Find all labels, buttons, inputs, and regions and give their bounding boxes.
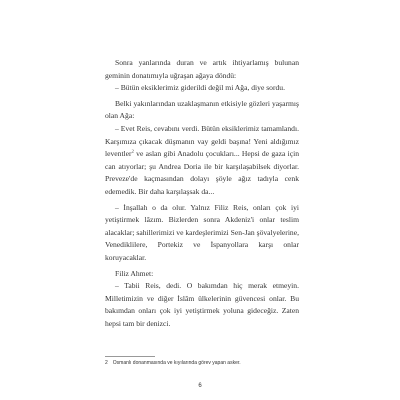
paragraph-5: – İnşallah o da olur. Yalnız Filiz Reis, onları çok iyi yetiştirmek lâzım. Bizlerden sonra Akdeniz'i onlar teslim alacaklar; sahillerimizi ve kardeşlerimizi Sen-Jan şövalyelerine, Venediklilere, Portekiz ve İspanyollara karşı onlar koruyacaklar. — [105, 202, 299, 262]
paragraph-1: Sonra yanlarında duran ve artık ihtiyarlamış bulunan geminin donatımıyla uğraşan ağaya döndü: — [105, 58, 299, 80]
paragraph-3: Belki yakınlarından uzaklaşmanın etkisiyle gözleri yaşarmış olan Ağa: — [105, 98, 299, 121]
footnote-reference: 2 — [131, 148, 134, 154]
body-text — [105, 57, 299, 330]
paragraph-4 — [105, 123, 299, 199]
paragraph-7: – Tabii Reis, dedi. O bakımdan hiç merak etmeyin. Milletimizin ve diğer İslâm ülkelerinin güvencesi onlar. Bu bakımdan onları çok iyi yetiştirmek yoluna gideceğiz. Zaten hepsi tam bir denizci. — [105, 281, 299, 328]
paragraph-2: – Bütün eksiklerimiz giderildi değil mi Ağa, diye sordu. — [115, 83, 285, 93]
footnote-divider — [105, 356, 155, 357]
footnote — [105, 360, 241, 367]
footnote-text: Osmanlı donanmasında ve kıyılarında görev yapan asker. — [112, 360, 241, 366]
footnote-number: 2 — [105, 360, 108, 366]
paragraph-4-tail: ve aslan gibi Anadolu çocukları... Hepsi de gaza için can atıyorlar; şu Andrea Doria ile bir karşılaşabilsek diyorlar. Preveze'de kaçmasından dolayı şöyle ağız tadıyla cenk edemedik. Bir daha karşılaşsak da... — [105, 149, 299, 196]
paragraph-4-text: – Evet Reis, cevabını verdi. Bütün eksiklerimiz tamamlandı. Karşımıza çıkacak düşmanın vay geldi başına! Yeni aldığımız leventler — [105, 123, 299, 159]
paragraph-6: Filiz Ahmet: — [115, 268, 154, 278]
page-number: 6 — [198, 383, 202, 389]
